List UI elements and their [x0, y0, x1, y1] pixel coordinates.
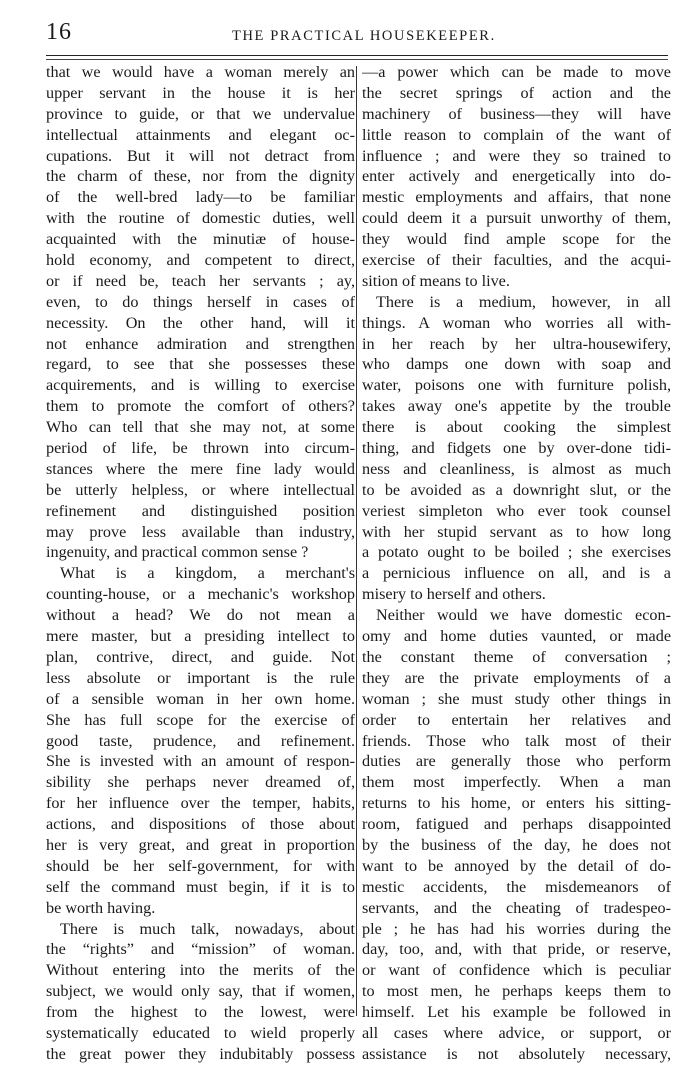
text-line: omy and home duties vaunted, or made	[362, 627, 671, 646]
text-line: What is a kingdom, a merchant's	[60, 564, 355, 583]
text-line: them most imperfectly. When a man	[362, 773, 671, 792]
text-line: takes away one's appetite by the trouble	[362, 397, 671, 416]
text-line: to most men, he perhaps keeps them to	[362, 982, 671, 1001]
text-line: things. A woman who worries all with-	[362, 313, 671, 332]
text-line: less absolute or important is the rule	[46, 668, 355, 687]
text-line: She is invested with an amount of respon-	[46, 752, 355, 771]
text-line: even, to do things herself in cases of	[46, 292, 355, 311]
text-line: sition of means to live.	[362, 271, 510, 290]
page-number: 16	[46, 19, 72, 45]
text-line: be worth having.	[46, 898, 156, 917]
text-line: the secret springs of action and the	[362, 83, 671, 102]
left-column	[46, 62, 355, 1065]
text-line: or if need be, teach her servants ; ay,	[46, 271, 355, 290]
page-header	[46, 16, 666, 50]
text-line: mestic accidents, the misdemeanors of	[362, 877, 671, 896]
text-line: want to be annoyed by the detail of do-	[362, 856, 671, 875]
text-line: a potato ought to be boiled ; she exercises	[362, 543, 671, 562]
text-line: Neither would we have domestic econ-	[376, 606, 671, 625]
text-line: the “rights” and “mission” of woman.	[46, 940, 355, 959]
text-line: all cases where advice, or support, or	[362, 1023, 671, 1042]
text-line: a pernicious influence on all, and is a	[362, 564, 671, 583]
text-line: intellectual attainments and elegant oc-	[46, 125, 355, 144]
text-line: from the highest to the lowest, were	[46, 1003, 355, 1022]
text-line: little reason to complain of the want of	[362, 125, 671, 144]
text-line: with her stupid servant as to how long	[362, 522, 671, 541]
text-line: water, poisons one with furniture polish,	[362, 376, 671, 395]
text-line: counting-house, or a mechanic's workshop	[46, 585, 355, 604]
text-line: cupations. But it will not detract from	[46, 146, 355, 165]
text-line: them to promote the comfort of others?	[46, 397, 355, 416]
text-line: influence ; and were they so trained to	[362, 146, 671, 165]
text-line: of the well-bred lady—to be familiar	[46, 188, 355, 207]
text-line: misery to herself and others.	[362, 585, 546, 604]
text-line: enter actively and energetically into do-	[362, 167, 671, 186]
text-line: there is about cooking the simplest	[362, 418, 671, 437]
text-line: her is very great, and great in proportion	[46, 835, 355, 854]
text-line: acquainted with the minutiæ of house-	[46, 230, 355, 249]
text-line: or want of confidence which is peculiar	[362, 961, 671, 980]
text-line: assistance is not absolutely necessary,	[362, 1044, 671, 1063]
text-line: ingenuity, and practical common sense ?	[46, 543, 309, 562]
text-line: necessity. On the other hand, will it	[46, 313, 355, 332]
text-line: servants, and the cheating of tradespeo-	[362, 898, 671, 917]
text-line: period of life, be thrown into circum-	[46, 439, 355, 458]
text-line: acquirements, and is willing to exercise	[46, 376, 355, 395]
header-rule	[46, 55, 668, 56]
column-divider	[356, 66, 357, 1016]
text-line: systematically educated to wield properly	[46, 1023, 355, 1042]
text-line: to be avoided as a downright slut, or the	[362, 480, 671, 499]
text-line: the great power they indubitably possess	[46, 1044, 355, 1063]
text-line: that we would have a woman merely an	[46, 63, 355, 81]
text-line: self the command must begin, if it is to	[46, 877, 355, 896]
text-line: There is much talk, nowadays, about	[60, 919, 355, 938]
text-line: Who can tell that she may not, at some	[46, 418, 355, 437]
text-line: may prove less available than industry,	[46, 522, 355, 541]
text-line: thing, and fidgets one by over-done tidi-	[362, 439, 671, 458]
text-line: hold economy, and competent to direct,	[46, 251, 355, 270]
text-line: himself. Let his example be followed in	[362, 1003, 671, 1022]
text-line: they are the private employments of a	[362, 668, 671, 687]
text-line: plan, contrive, direct, and guide. Not	[46, 647, 355, 666]
text-line: in her reach by her ultra-housewifery,	[362, 334, 671, 353]
text-line: not enhance admiration and strengthen	[46, 334, 355, 353]
text-line: the constant theme of conversation ;	[362, 647, 671, 666]
text-line: —a power which can be made to move	[362, 63, 671, 81]
text-line: returns to his home, or enters his sitting-	[362, 794, 671, 813]
text-line: could deem it a pursuit unworthy of them,	[362, 209, 671, 228]
text-line: without a head? We do not mean a	[46, 606, 355, 625]
text-line: duties are generally those who perform	[362, 752, 671, 771]
text-line: There is a medium, however, in all	[376, 292, 671, 311]
text-line: exercise of their faculties, and the acqui-	[362, 251, 671, 270]
text-line: they would find ample scope for the	[362, 230, 671, 249]
text-line: the charm of these, nor from the dignity	[46, 167, 355, 186]
text-line: woman ; she must study other things in	[362, 689, 671, 708]
text-line: who damps one down with soap and	[362, 355, 671, 374]
text-line: should be her self-government, for with	[46, 856, 355, 875]
text-line: friends. Those who talk most of their	[362, 731, 671, 750]
right-column	[362, 62, 671, 1065]
text-line: stances where the mere fine lady would	[46, 459, 355, 478]
text-line: veriest simpleton who ever took counsel	[362, 501, 671, 520]
text-line: room, fatigued and perhaps disappointed	[362, 815, 671, 834]
text-line: order to entertain her relatives and	[362, 710, 671, 729]
header-rule-thin	[46, 59, 668, 60]
text-line: day, too, and, with that pride, or reserve,	[362, 940, 671, 959]
text-line: mestic employments and affairs, that none	[362, 188, 671, 207]
text-line: mere master, but a presiding intellect to	[46, 627, 355, 646]
text-line: sibility she perhaps never dreamed of,	[46, 773, 355, 792]
text-line: regard, to see that she possesses these	[46, 355, 355, 374]
text-line: for her influence over the temper, habits,	[46, 794, 355, 813]
text-line: with the routine of domestic duties, well	[46, 209, 355, 228]
text-line: ness and cleanliness, is almost as much	[362, 459, 671, 478]
text-line: subject, we would only say, that if women,	[46, 982, 355, 1001]
text-line: of a sensible woman in her own home.	[46, 689, 355, 708]
text-line: She has full scope for the exercise of	[46, 710, 355, 729]
running-title: THE PRACTICAL HOUSEKEEPER.	[232, 28, 496, 44]
text-line: Without entering into the merits of the	[46, 961, 355, 980]
text-line: ple ; he has had his worries during the	[362, 919, 671, 938]
text-line: good taste, prudence, and refinement.	[46, 731, 355, 750]
text-line: upper servant in the house it is her	[46, 83, 355, 102]
text-line: be utterly helpless, or where intellectual	[46, 480, 355, 499]
text-line: machinery of business—they will have	[362, 104, 671, 123]
text-line: by the business of the day, he does not	[362, 835, 671, 854]
text-line: actions, and dispositions of those about	[46, 815, 355, 834]
text-line: refinement and distinguished position	[46, 501, 355, 520]
text-line: province to guide, or that we undervalue	[46, 104, 355, 123]
